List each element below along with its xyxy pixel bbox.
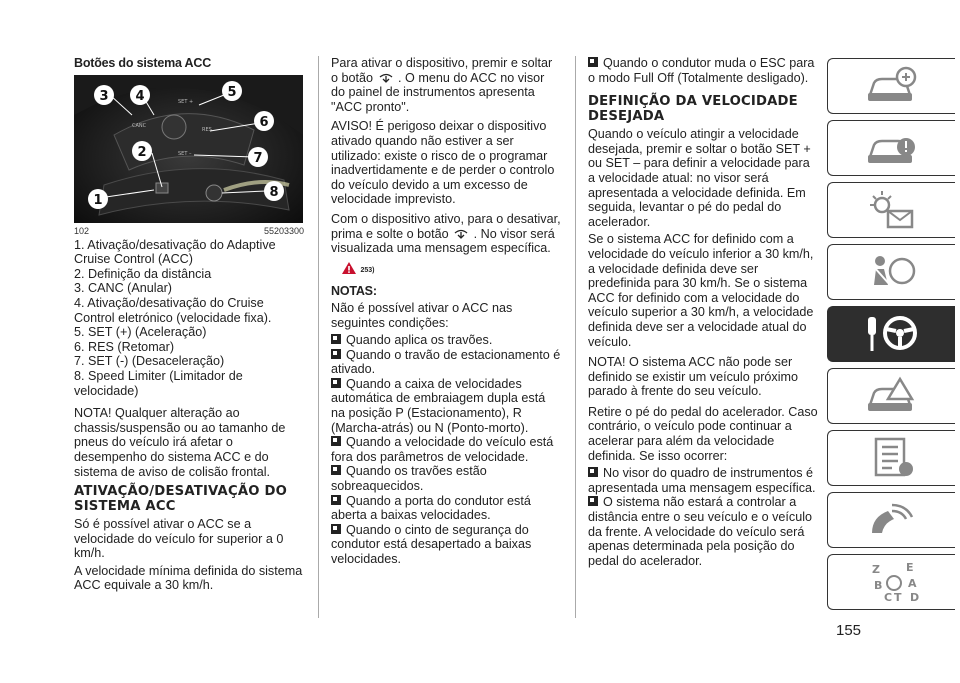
list-item: 7. SET (-) (Desaceleração)	[74, 354, 225, 369]
car-info-icon	[862, 63, 922, 109]
column-1	[74, 56, 304, 596]
set-plus-label: SET +	[178, 98, 194, 105]
checkbox-bullet-icon	[331, 334, 341, 344]
alphabet-index-icon	[862, 559, 922, 605]
chapter-tabs	[827, 58, 955, 616]
svg-text:D: D	[909, 591, 919, 604]
set-minus-label: SET –	[178, 150, 192, 157]
bullet-item: Quando a velocidade do veículo está fora dos parâmetros de velocidade.	[331, 435, 554, 464]
tab-safety-devices[interactable]	[827, 244, 955, 300]
checkbox-bullet-icon	[588, 467, 598, 477]
list-item: 1. Ativação/desativação do Adaptive Cruise Control (ACC)	[74, 237, 276, 267]
callout-7: 7	[253, 150, 263, 166]
tab-servicing-and-care[interactable]	[827, 430, 955, 486]
warning-reference	[331, 260, 561, 279]
list-item: 3. CANC (Anular)	[74, 281, 172, 296]
canc-label: CANC	[132, 122, 147, 129]
acc-buttons-figure	[74, 75, 303, 223]
note-paragraph: NOTA! Qualquer alteração ao chassis/suspensão ou ao tamanho de pneus do veículo irá afetar o desempenho do sistema ACC e do sistema de aviso de colisão frontal.	[74, 406, 286, 479]
acc-button-icon	[379, 73, 393, 83]
tab-index[interactable]	[827, 554, 955, 610]
warning-paragraph: AVISO! É perigoso deixar o dispositivo ativado quando não estiver a ser utilizado: existe o risco de o programar inadvertidamente e de perder o controlo do veículo devido a um excesso de velocidade imprevisto.	[331, 119, 555, 207]
callout-2: 2	[137, 144, 147, 160]
bullet-item: Quando os travões estão sobreaquecidos.	[331, 464, 487, 494]
callout-6: 6	[259, 114, 269, 130]
warning-triangle-icon	[341, 261, 357, 275]
note-paragraph: NOTA! O sistema ACC não pode ser definido se existir um veículo próximo parado à frente do seu veículo.	[588, 355, 798, 399]
paragraph: Quando o veículo atingir a velocidade desejada, premir e soltar o botão SET + ou SET – para definir a velocidade para a velocidade atual: no visor será apresentada a velocidade definida. Em seguida, levantar o pé do pedal do acelerador.	[588, 127, 811, 229]
svg-text:E: E	[905, 561, 914, 574]
button-list	[74, 238, 304, 399]
column-3	[588, 56, 820, 568]
notes-title: NOTAS:	[331, 284, 377, 299]
bullet-item: Quando a porta do condutor está aberta a baixas velocidades.	[331, 493, 531, 523]
tab-safety[interactable]	[827, 182, 955, 238]
bullet-item: Quando a caixa de velocidades automática de embraiagem dupla está na posição P (Estacionamento), R (Marcha-atrás) ou N (Ponto-morto).	[331, 376, 546, 435]
airbag-seatbelt-icon	[862, 249, 922, 295]
section-title: Botões do sistema ACC	[74, 56, 212, 70]
callout-8: 8	[269, 184, 279, 200]
checkbox-bullet-icon	[588, 57, 598, 67]
checkbox-bullet-icon	[331, 524, 341, 534]
bullet-item: Quando o cinto de segurança do condutor está desapertado a baixas velocidades.	[331, 522, 532, 566]
key-steering-wheel-icon	[862, 311, 922, 357]
column-2	[331, 56, 561, 567]
res-label: RES	[202, 126, 212, 133]
list-item: 2. Definição da distância	[74, 266, 212, 281]
bullet-item: Quando o travão de estacionamento é ativado.	[331, 347, 561, 377]
tab-starting-and-driving[interactable]	[827, 306, 955, 362]
paragraph: Só é possível ativar o ACC se a velocidade do veículo for superior a 0 km/h.	[74, 517, 284, 561]
list-item: 8. Speed Limiter (Limitador de velocidade)	[74, 368, 243, 398]
svg-text:B: B	[873, 579, 882, 592]
warning-ref-number: 253)	[360, 266, 375, 274]
list-item: 5. SET (+) (Aceleração)	[74, 325, 207, 340]
tab-knowing-the-vehicle[interactable]	[827, 58, 955, 114]
bullet-item: O sistema não estará a controlar a distância entre o seu veículo e o veículo da frente. A velocidade do veículo será apenas determinada pela posição do pedal do acelerador.	[588, 495, 813, 568]
svg-text:Z: Z	[871, 563, 880, 576]
column-divider	[575, 56, 576, 618]
tab-instrument-panel[interactable]	[827, 120, 955, 176]
callout-3: 3	[99, 88, 109, 104]
figure-ref: 102	[74, 225, 90, 236]
page-number: 155	[836, 622, 862, 639]
figure-caption	[74, 226, 304, 236]
multimedia-icon	[862, 497, 922, 543]
paragraph: Não é possível ativar o ACC nas seguintes condições:	[331, 300, 513, 330]
svg-text:T: T	[893, 591, 902, 604]
callout-1: 1	[93, 192, 103, 208]
list-item: 4. Ativação/desativação do Cruise Control eletrónico (velocidade fixa).	[74, 295, 272, 325]
maintenance-list-icon	[862, 435, 922, 481]
checkbox-bullet-icon	[331, 465, 341, 475]
tab-in-an-emergency[interactable]	[827, 368, 955, 424]
svg-text:A: A	[907, 577, 917, 590]
checkbox-bullet-icon	[331, 378, 341, 388]
svg-text:C: C	[883, 591, 892, 604]
callout-5: 5	[227, 84, 237, 100]
callout-4: 4	[135, 88, 145, 104]
acc-button-icon	[454, 229, 468, 239]
section-heading: DEFINIÇÃO DA VELOCIDADE DESEJADA	[588, 94, 798, 124]
list-item: 6. RES (Retomar)	[74, 339, 175, 354]
paragraph: Se o sistema ACC for definido com a velocidade do veículo inferior a 30 km/h, a velocidade definida deve ser predefinida para 30 km/h. Se o sistema ACC for definido com a velocidade do veículo superior a 30 km/h, a velocidade definida deve ser a velocidade atual do veículo.	[588, 232, 814, 349]
figure-code: 55203300	[263, 225, 304, 236]
steering-wheel-photo	[74, 75, 303, 223]
checkbox-bullet-icon	[588, 496, 598, 506]
column-divider	[318, 56, 319, 618]
tab-technical-specifications[interactable]	[827, 492, 955, 548]
section-heading: ATIVAÇÃO/DESATIVAÇÃO DO SISTEMA ACC	[74, 484, 288, 514]
checkbox-bullet-icon	[331, 495, 341, 505]
bullet-item: Quando aplica os travões.	[331, 333, 561, 348]
checkbox-bullet-icon	[331, 349, 341, 359]
car-warning-icon	[862, 125, 922, 171]
car-emergency-icon	[862, 373, 922, 419]
paragraph: A velocidade mínima definida do sistema ACC equivale a 30 km/h.	[74, 563, 303, 593]
paragraph: Com o dispositivo ativo, para o desativar, prima e solte o botão . No visor será visualizada uma mensagem específica.	[331, 211, 561, 256]
bullet-item: Quando o condutor muda o ESC para o modo Full Off (Totalmente desligado).	[588, 56, 815, 85]
paragraph: Retire o pé do pedal do acelerador. Caso contrário, o veículo pode continuar a acelerar para além da velocidade definida. Se isso ocorrer:	[588, 404, 818, 463]
light-envelope-icon	[862, 187, 922, 233]
bullet-item: No visor do quadro de instrumentos é apresentada uma mensagem específica.	[588, 466, 816, 495]
checkbox-bullet-icon	[331, 436, 341, 446]
paragraph: Para ativar o dispositivo, premir e soltar o botão . O menu do ACC no visor do painel de instrumentos apresenta "ACC pronto".	[331, 56, 553, 114]
